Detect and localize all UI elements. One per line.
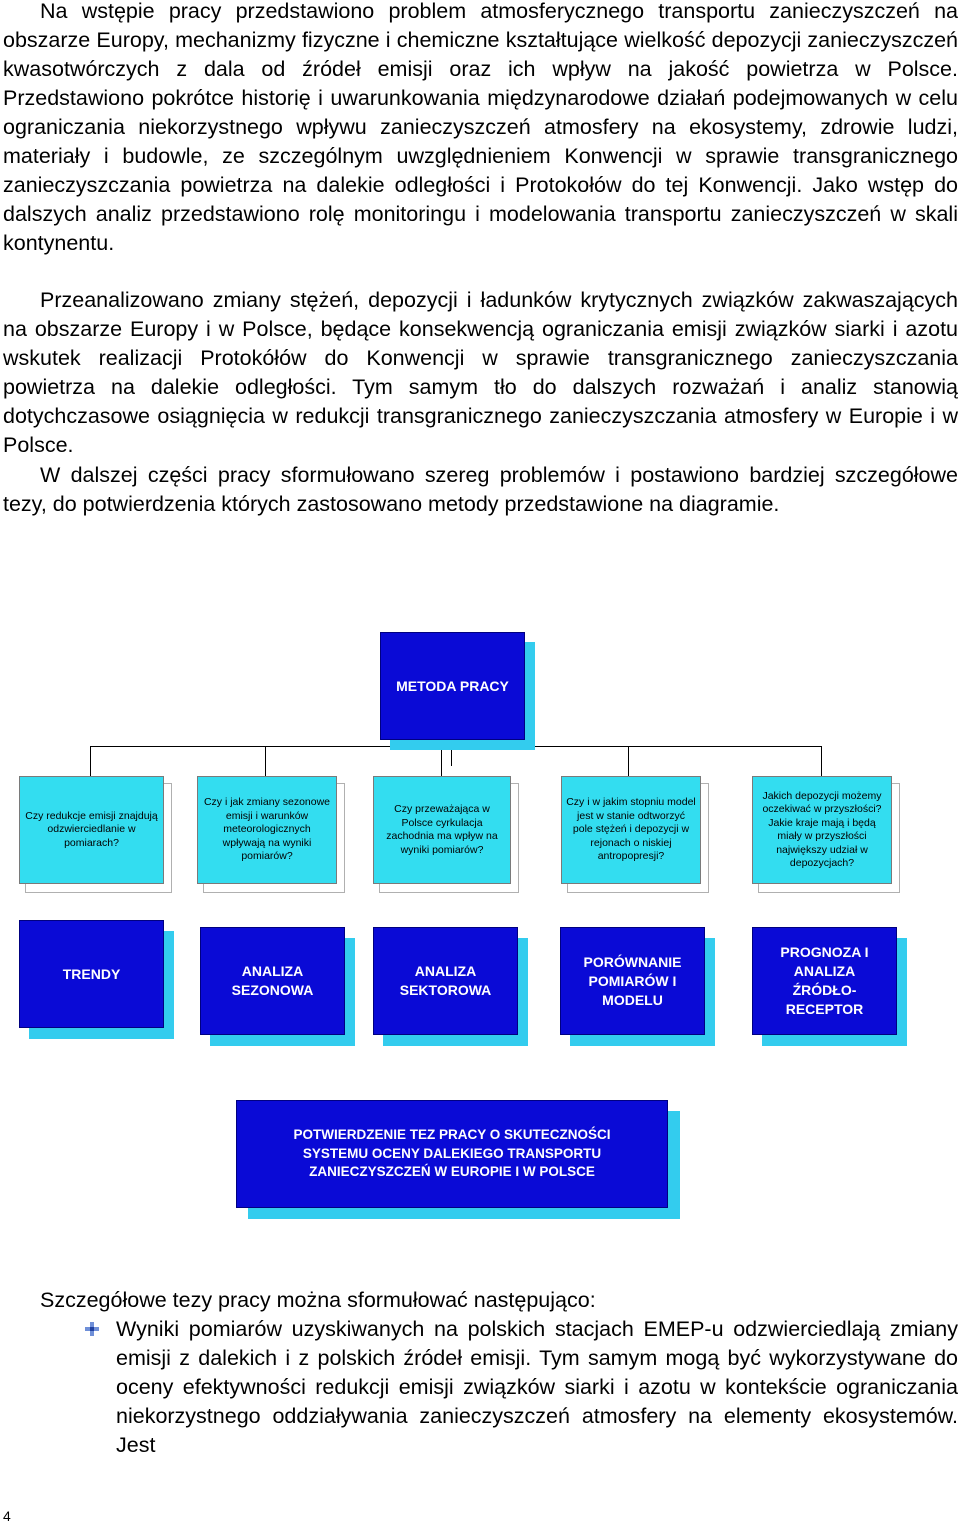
question-box <box>19 776 164 884</box>
analysis-paragraph: Przeanalizowano zmiany stężeń, depozycji i ładunków krytycznych związków zakwaszających na obszarze Europy i w Polsce, będące konsekwencją ograniczania emisji związków siarki i azotu wskutek realizacji Protokółów do Konwencji w sprawie transgranicznego zanieczyszczania powietrza na dalekie odległości. Tym samym tło do dalszych rozważań i analiz stanowią dotychczasowe osiągnięcia w redukcji transgranicznego zanieczyszczania atmosfery w Europie i w Polsce. <box>3 288 958 457</box>
method-label: PROGNOZA I ANALIZA ŹRÓDŁO-RECEPTOR <box>780 944 869 1017</box>
diamond-bullet-icon <box>85 1322 99 1336</box>
connector-line <box>441 746 442 776</box>
conclusion-text: POTWIERDZENIE TEZ PRACY O SKUTECZNOŚCI SYSTEMU OCENY DALEKIEGO TRANSPORTU ZANIECZYSZCZEŃ W EUROPIE I W POLSCE <box>293 1127 611 1180</box>
question-box <box>373 776 511 884</box>
method-diagram <box>0 620 960 1230</box>
method-box <box>200 927 345 1035</box>
question-text: Jakich depozycji możemy oczekiwać w przyszłości? Jakie kraje mają i będą miały w przyszłości największy udział w depozycjach? <box>762 789 882 869</box>
method-box <box>373 927 518 1035</box>
connector-line <box>821 746 822 776</box>
page-number: 4 <box>3 1508 11 1524</box>
method-box <box>19 920 164 1028</box>
question-box <box>752 776 892 884</box>
method-label: TRENDY <box>62 965 121 982</box>
thesis-bullet-1: Wyniki pomiarów uzyskiwanych na polskich stacjach EMEP-u odzwierciedlają zmiany emisji z dalekich i z polskich źródeł emisji. Tym samym mogą być wykorzystywane do oceny efektywności redukcji emisji związków siarki i azotu w kontekście ograniczania niekorzystnego oddziaływania zanieczyszczeń atmosfery na elementy ekosystemów. Jest <box>116 1317 958 1457</box>
question-text: Czy i w jakim stopniu model jest w stanie odtworzyć pole stężeń i depozycji w rejonach o niskiej antropopresji? <box>566 796 696 863</box>
question-text: Czy redukcje emisji znajdują odzwierciedlanie w pomiarach? <box>25 809 158 849</box>
question-text: Czy przeważająca w Polsce cyrkulacja zachodnia ma wpływ na wyniki pomiarów? <box>386 803 498 856</box>
connector-line <box>90 746 91 776</box>
method-label: PORÓWNANIE POMIARÓW I MODELU <box>583 953 682 1008</box>
question-text: Czy i jak zmiany sezonowe emisji i warunków meteorologicznych wpływają na wyniki pomiarów? <box>203 796 331 863</box>
question-box <box>197 776 337 884</box>
theses-heading: Szczegółowe tezy pracy można sformułować następująco: <box>40 1288 596 1312</box>
method-title-box <box>380 632 525 740</box>
method-box <box>752 927 897 1035</box>
question-box <box>561 776 701 884</box>
theses-intro-paragraph: W dalszej części pracy sformułowano szereg problemów i postawiono bardziej szczegółowe tezy, do potwierdzenia których zastosowano metody przedstawione na diagramie. <box>3 463 958 516</box>
connector-line <box>265 746 266 776</box>
method-label: ANALIZA SEKTOROWA <box>399 963 492 998</box>
method-title: METODA PRACY <box>396 678 509 694</box>
connector-line <box>628 746 629 776</box>
method-label: ANALIZA SEZONOWA <box>231 963 314 998</box>
conclusion-box <box>236 1100 668 1208</box>
method-box <box>560 927 705 1035</box>
intro-paragraph: Na wstępie pracy przedstawiono problem atmosferycznego transportu zanieczyszczeń na obszarze Europy, mechanizmy fizyczne i chemiczne kształtujące wielkość depozycji zanieczyszczeń kwasotwórczych z dala od źródeł emisji oraz ich wpływ na jakość powietrza w Polsce. Przedstawiono pokrótce historię i uwarunkowania międzynarodowe działań podejmowanych w celu ograniczania niekorzystnego wpływu zanieczyszczeń atmosfery na ekosystemy, zdrowie ludzi, materiały i budowle, ze szczególnym uwzględnieniem Konwencji w sprawie transgranicznego zanieczyszczania powietrza na dalekie odległości i Protokołów do tej Konwencji. Jako wstęp do dalszych analiz przedstawiono rolę monitoringu i modelowania transportu zanieczyszczeń w skali kontynentu. <box>3 0 958 255</box>
